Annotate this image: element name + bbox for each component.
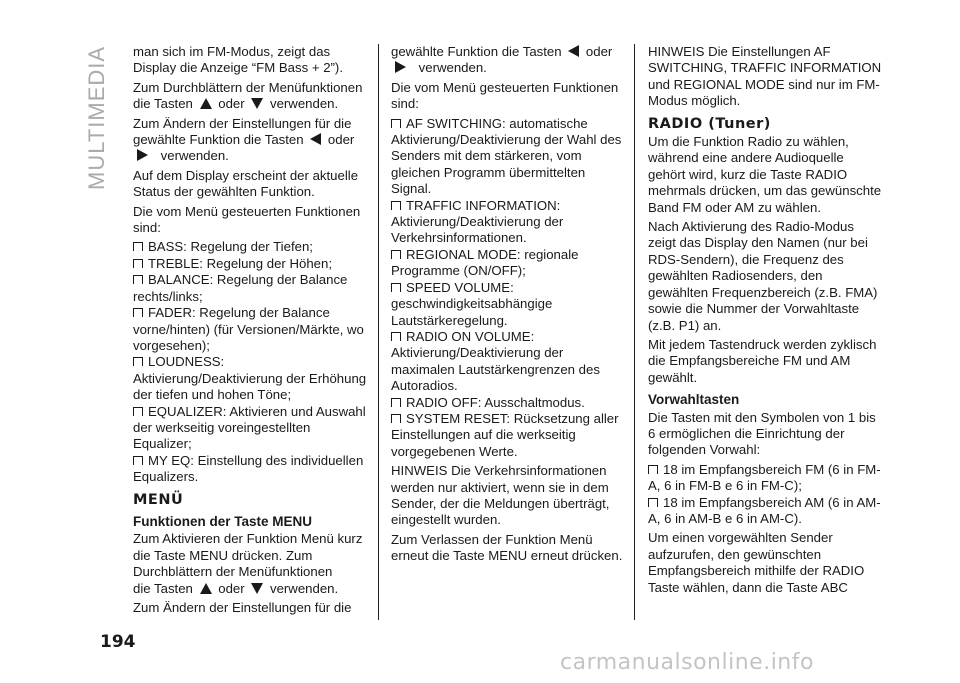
list-item: BALANCE: Regelung der Balance rechts/links; [133,272,348,304]
list-item: BASS: Regelung der Tiefen; [133,239,369,255]
paragraph: Die Tasten mit den Symbolen von 1 bis 6 ermöglichen die Einrichtung der folgenden Vorwahl: [648,409,876,458]
arrow-up-icon [200,98,212,109]
paragraph: Die vom Menü gesteuerten Funktionen sind: [133,203,361,236]
subheading-preset-buttons: Vorwahltasten [648,392,740,408]
paragraph: Zum Ändern der Einstellungen für die gewählte Funktion die Tasten oder verwenden. [133,115,355,164]
bullet-icon [648,498,658,507]
paragraph: Zum Durchblättern der Menüfunktionen die Tasten oder verwenden. [133,79,363,112]
paragraph: HINWEIS Die Einstellungen AF SWITCHING, TRAFFIC INFORMATION und REGIONAL MODE sind nur im FM-Modus möglich. [648,44,882,109]
bullet-icon [391,283,401,292]
arrow-up-icon [200,583,212,594]
bullet-icon [391,414,401,423]
footer-watermark: carmanualsonline.info [560,650,814,675]
paragraph: Auf dem Display erscheint der aktuelle Status der gewählten Funktion. [133,167,359,200]
bullet-icon [391,119,401,128]
paragraph: gewählte Funktion die Tasten oder verwenden. [391,44,613,76]
paragraph: man sich im FM-Modus, zeigt das Display die Anzeige “FM Bass + 2”). [133,44,343,76]
paragraph: Nach Aktivierung des Radio-Modus zeigt das Display den Namen (nur bei RDS-Sendern), die Frequenz des gewählten Radiosenders, den gewählten Frequenzbereich (z.B. FMA) sowie die Nummer der Vorwahltaste (z.B. P1) an. [648,219,878,333]
section-tab [84,40,114,190]
page-number: 194 [100,632,136,652]
section-tab-label: MULTIMEDIA [84,45,109,190]
paragraph: Zum Aktivieren der Funktion Menü kurz die Taste MENU drücken. Zum Durchblättern der Menüfunktionen [133,531,363,580]
bullet-icon [133,357,143,366]
list-item: REGIONAL MODE: regionale Programme (ON/OFF); [391,246,579,279]
section-heading-radio: RADIO (Tuner) [648,115,771,132]
list-item: TREBLE: Regelung der Höhen; [133,256,369,272]
list-item: RADIO ON VOLUME: Aktivierung/Deaktivierung der maximalen Lautstärkengrenzen des Autoradios. [391,328,600,394]
paragraph: Um die Funktion Radio zu wählen, während eine andere Audioquelle gehört wird, kurz die Taste RADIO mehrmals drücken, um das gewünschte Band FM oder AM zu wählen. [648,134,882,215]
arrow-down-icon [251,583,263,594]
paragraph: HINWEIS Die Verkehrsinformationen werden nur aktiviert, wenn sie in dem Sender, der die Meldungen überträgt, eingestellt wurden. [391,463,610,528]
column-divider [378,44,379,620]
column-1 [133,44,369,619]
bullet-icon [391,201,401,210]
subheading-menu-functions: Funktionen der Taste MENU [133,513,313,529]
paragraph: die Tasten oder verwenden. [133,580,339,596]
list-item: 18 im Empfangsbereich FM (6 in FM-A, 6 in FM-B e 6 in FM-C); [648,461,881,494]
bullet-icon [391,332,401,341]
bullet-icon [133,407,143,416]
bullet-icon [648,465,658,474]
paragraph: Zum Ändern der Einstellungen für die [133,600,352,615]
list-item: SYSTEM RESET: Rücksetzung aller Einstellungen auf die werkseitig vorgegebenen Werte. [391,410,619,459]
bullet-icon [133,242,143,251]
paragraph: Mit jedem Tastendruck werden zyklisch die Empfangsbereiche FM und AM gewählt. [648,336,877,385]
arrow-left-icon [568,45,579,57]
column-divider [634,44,635,620]
list-item: EQUALIZER: Aktivieren und Auswahl der werkseitig voreingestellten Equalizer; [133,403,366,452]
list-item: 18 im Empfangsbereich AM (6 in AM-A, 6 in AM-B e 6 in AM-C). [648,494,881,526]
bullet-icon [391,398,401,407]
list-item: MY EQ: Einstellung des individuellen Equalizers. [133,452,364,485]
bullet-icon [133,308,143,317]
paragraph: Die vom Menü gesteuerten Funktionen sind: [391,79,619,112]
column-2 [391,44,627,568]
bullet-icon [391,250,401,259]
list-item: AF SWITCHING: automatische Aktivierung/Deaktivierung der Wahl des Senders mit dem stärkeren, vom gleichen Programm übermittelten Signal. [391,115,622,197]
list-item: FADER: Regelung der Balance vorne/hinten) (für Versionen/Märkte, wo vorgesehen); [133,305,364,353]
paragraph: Zum Verlassen der Funktion Menü erneut die Taste MENU erneut drücken. [391,531,623,564]
bullet-icon [133,259,143,268]
arrow-down-icon [251,98,263,109]
section-heading-menu: MENÜ [133,491,184,508]
paragraph: Um einen vorgewählten Sender aufzurufen, den gewünschten Empfangsbereich mithilfe der RADIO Taste wählen, dann die Taste ABC [648,530,865,595]
arrow-right-icon [395,61,406,73]
arrow-right-icon [137,149,148,161]
list-item: RADIO OFF: Ausschaltmodus. [391,395,627,411]
bullet-icon [133,456,143,465]
list-item: SPEED VOLUME: geschwindigkeitsabhängige Lautstärkeregelung. [391,279,553,328]
list-item: TRAFFIC INFORMATION: Aktivierung/Deaktivierung der Verkehrsinformationen. [391,197,564,246]
arrow-left-icon [310,133,321,145]
list-item: LOUDNESS: Aktivierung/Deaktivierung der Erhöhung der tiefen und hohen Töne; [133,354,367,403]
bullet-icon [133,275,143,284]
column-3 [648,44,884,599]
